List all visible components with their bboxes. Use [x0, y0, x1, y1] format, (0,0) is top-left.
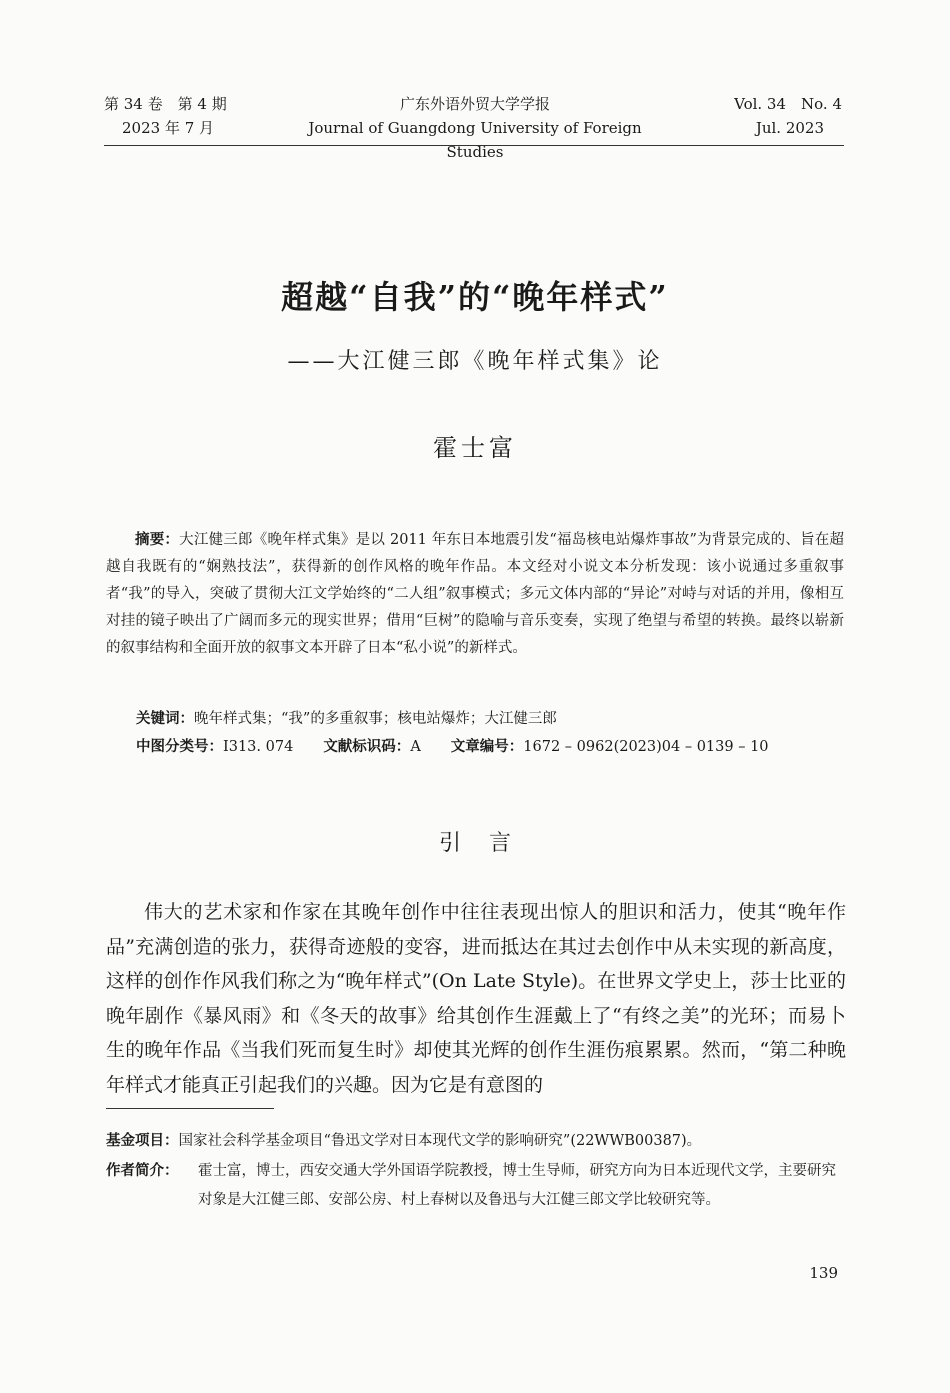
header-rule: [104, 145, 844, 146]
classification-line: [136, 734, 769, 761]
clc-label: 中图分类号：: [136, 739, 223, 755]
body-paragraph: 伟大的艺术家和作家在其晚年创作中往往表现出惊人的胆识和活力，使其“晚年作品”充满创造的张力，获得奇迹般的变容，进而抵达在其过去创作中从未实现的新高度，这样的创作作风我们称之为“晚年样式”(On Late Style)。在世界文学史上，莎士比亚的晚年剧作《暴风雨》和《冬天的故事》给其创作生涯戴上了“有终之美”的光环；而易卜生的晚年作品《当我们死而复生时》却使其光辉的创作生涯伤痕累累。然而，“第二种晚年样式才能真正引起我们的兴趣。因为它是有意图的: [106, 901, 846, 1096]
doc-code-value: A: [410, 739, 421, 755]
footnote-rule: [106, 1108, 274, 1109]
author-bio-text: 霍士富，博士，西安交通大学外国语学院教授，博士生导师，研究方向为日本近现代文学，主要研究对象是大江健三郎、安部公房、村上春树以及鲁迅与大江健三郎文学比较研究等。: [198, 1163, 836, 1208]
keywords-text: 晚年样式集；“我”的多重叙事；核电站爆炸；大江健三郎: [194, 711, 557, 727]
footnote-fund: [106, 1127, 846, 1155]
page-number: 139: [809, 1264, 838, 1282]
keywords: [136, 706, 557, 733]
article-title: 超越“自我”的“晚年样式”: [281, 278, 669, 316]
abstract: [106, 527, 844, 662]
header-vol-no: Vol. 34 No. 4: [734, 95, 842, 113]
fund-text: 国家社会科学基金项目“鲁迅文学对日本现代文学的影响研究”(22WWB00387)。: [178, 1133, 702, 1149]
header-date-cn: 2023 年 7 月: [122, 119, 215, 137]
article-number-value: 1672 – 0962(2023)04 – 0139 – 10: [523, 739, 769, 755]
header-volume-issue: 第 34 卷 第 4 期: [104, 95, 227, 113]
doc-code-label: 文献标识码：: [323, 739, 411, 755]
header-volume-info: [104, 92, 227, 140]
fund-label: 基金项目：: [106, 1133, 179, 1149]
abstract-label: 摘要：: [135, 532, 180, 548]
article-subtitle: ——大江健三郎《晚年样式集》论: [287, 349, 663, 374]
clc-value: I313. 074: [223, 739, 294, 755]
article-author: 霍士富: [433, 434, 517, 462]
abstract-text: 大江健三郎《晚年样式集》是以 2011 年东日本地震引发“福岛核电站爆炸事故”为背景完成的、旨在超越自我既有的“娴熟技法”，获得新的创作风格的晚年作品。本文经对小说文本分析发现：该小说通过多重叙事者“我”的导入，突破了贯彻大江文学始终的“二人组”叙事模式；多元文体内部的“异论”对峙与对话的并用，像相互对挂的镜子映出了广阔而多元的现实世界；借用“巨树”的隐喻与音乐变奏，实现了绝望与希望的转换。最终以崭新的叙事结构和全面开放的叙事文本开辟了日本“私小说”的新样式。: [106, 532, 845, 656]
header-journal-en: Journal of Guangdong University of Foreign Studies: [308, 119, 642, 161]
header-volume-en: [734, 92, 842, 140]
keywords-label: 关键词：: [136, 711, 194, 727]
section-heading: 引言: [438, 831, 539, 856]
header-journal: [280, 92, 670, 164]
author-bio-label: 作者简介：: [106, 1163, 179, 1179]
article-number-label: 文章编号：: [450, 739, 524, 755]
header-date-en: Jul. 2023: [755, 119, 824, 137]
header-journal-cn: 广东外语外贸大学学报: [399, 95, 550, 113]
